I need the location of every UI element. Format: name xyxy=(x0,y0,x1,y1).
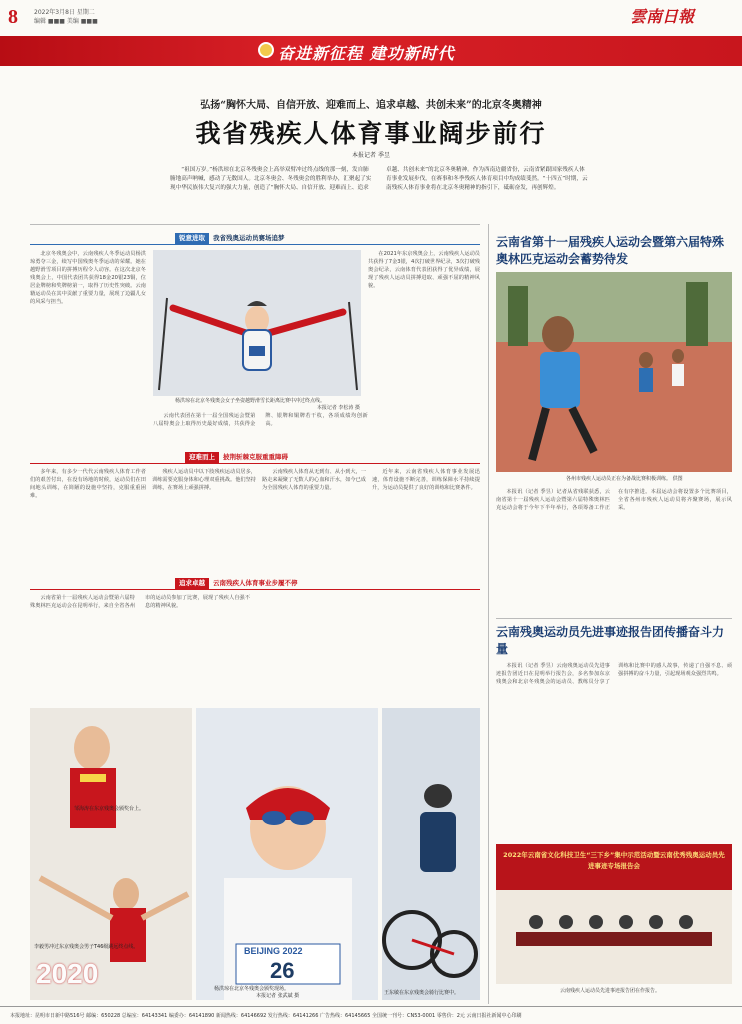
bib-number: 26 xyxy=(270,958,295,983)
banner-text: 奋进新征程 建功新时代 xyxy=(278,44,455,63)
article-kicker: 弘扬“胸怀大局、自信开放、迎难而上、追求卓越、共创未来”的北京冬奥精神 xyxy=(200,100,542,111)
divider xyxy=(496,618,732,619)
report-screen-text: 2022年云南省文化科技卫生“三下乡”集中示范活动暨云南优秀残奥运动员先进事迹专场报告会 xyxy=(503,851,725,870)
section-3-header xyxy=(175,578,298,589)
bottom1-caption: 邹海涛在东京残奥会颁奖台上。 xyxy=(74,806,145,812)
section-3-title: 云南残疾人体育事业步履不停 xyxy=(213,579,298,587)
sidebar-text-1: 本报讯（记者 季昱）记者从省残联获悉，云南省第十一届残疾人运动会暨第六届特殊奥林匹克运动会将于今年下半年举行，各项筹备工作正在有序推进。本届运动会将设置多个比赛项目，全省各州市残疾人运动员将齐聚赛场，展示风采。 xyxy=(496,489,732,511)
column-divider xyxy=(488,224,489,1004)
section-2-header xyxy=(185,452,288,463)
sidebar-photo-training xyxy=(496,272,732,472)
sidebar-title-2: 云南残奥运动员先进事迹报告团传播奋斗力量 xyxy=(496,625,725,656)
section-1-tag: 锐意进取 xyxy=(175,233,209,244)
athletes-left-illustration xyxy=(30,708,192,1000)
photo-podium-center xyxy=(196,708,378,1000)
editor-text: 编辑 ■■■ 美编 ■■■ xyxy=(34,18,98,25)
section-1-header xyxy=(175,233,285,244)
date-line xyxy=(34,8,98,26)
sidebar-text-2: 本报讯（记者 季昱）云南残奥运动员先进事迹报告团近日在昆明举行报告会，多名参加东京残奥会和北京冬残奥会的运动员、教练员分享了训练和比赛中的感人故事，传递了自强不息、顽强拼搏的奋斗力量，引起现场观众强烈共鸣。 xyxy=(496,663,732,685)
text-column: 多年来，有多少一代代云南残疾人体育工作者们的艰苦付出，在没有场地的时候，运动员们在田间地头训练，在简陋的设施中坚持，克服重重困难。 xyxy=(30,469,146,499)
sidebar-title-1: 云南省第十一届残疾人运动会暨第六届特殊奥林匹克运动会蓄势待发 xyxy=(496,235,725,266)
bottom2-caption: 李毅男冲过东京残奥会男子T46级跳远终点线。 xyxy=(34,944,139,950)
section-2-rule xyxy=(30,463,480,464)
beijing-2022-label: BEIJING 2022 xyxy=(244,946,303,956)
bottom3-caption: 杨洪琼在北京冬残奥会颁奖现场。 xyxy=(214,986,290,992)
podium-illustration xyxy=(196,708,378,1000)
section-1-rule xyxy=(30,244,480,245)
text-column: 北京冬残奥会中，云南残疾人冬季运动员杨洪琼勇夺三金，续写中国残奥冬季运动的荣耀。她在越野滑雪项目的拼搏历程令人动容。在这次北京冬残奥会上，中国代表团共获得18金20银23铜，位居金牌榜和奖牌榜第一，取得了历史性突破。云南籍运动员在其中贡献了重要力量，展现了边疆儿女的风采与担当。 xyxy=(30,251,146,305)
section-3-tag: 追求卓越 xyxy=(175,578,209,589)
bottom3-credit: 本报记者 张武斌 摄 xyxy=(256,993,300,999)
cyclist-illustration xyxy=(382,708,480,1000)
bottom4-caption: 王东敏在东京残奥会骑行比赛中。 xyxy=(384,990,460,996)
main-photo-credit: 本报记者 李松涛 摄 xyxy=(316,405,360,411)
photo-cyclist xyxy=(382,708,480,1000)
sidebar-photo2-caption: 云南残疾人运动员先进事迹报告团在作报告。 xyxy=(560,988,661,994)
article-lead: “祖国万岁。”杨洪琼在北京冬残奥会上高举双臂冲过终点线的那一刻，发自肺腑地高声呐喊，感动了无数国人。北京冬奥会、冬残奥会的胜利举办，汇聚起了实现中华民族伟大复兴的强大力量，创造了“胸怀大局、自信开放、迎难而上、追求卓越、共创未来”的北京冬奥精神。作为西南边疆省份，云南省紧跟国家残疾人体育事业发展步伐，在赛事和冬季残疾人体育项目中均成绩斐然。“十四五”时期，云南残疾人体育事业将在北京冬奥精神的指引下，砥砺奋发，再创辉煌。 xyxy=(170,167,588,191)
sidebar-photo1-caption: 各州市残疾人运动员正在为备战比赛积极训练。 供图 xyxy=(566,476,683,482)
photo-athletes-left xyxy=(30,708,192,1000)
text-column: 云南代表团在第十一届全国残运会暨第八届特奥会上取得历史最好成绩，共获得金牌、银牌和铜牌若干枚，各项成绩均创新高。 xyxy=(153,413,368,427)
article-byline: 本报记者 季昱 xyxy=(352,152,390,159)
year-2020-mark: 2020 xyxy=(36,958,99,989)
text-column: 云南省第十一届残疾人运动会暨第六届特殊奥林匹克运动会在昆明举行，来自全省各州市的运动员参加了比赛，展现了残疾人自强不息的精神风貌。 xyxy=(30,595,250,609)
main-photo-skier xyxy=(153,250,361,396)
text-column: 在2021年东京残奥会上，云南残疾人运动员共获得了7金3银，4次打破世界纪录，3次打破残奥会纪录，云南体育代表团获得了优异成绩，展现了残疾人运动员拼搏进取、顽强不屈的精神风貌。 xyxy=(368,251,480,289)
text-column: 近年来，云南省残疾人体育事业发展迅速，体育设施不断完善，训练保障水平持续提升，为运动员提供了良好的训练和比赛条件。 xyxy=(372,469,480,491)
text-column: 残疾人运动员中以下肢残疾运动员居多，训练需要克服身体和心理双重挑战。他们坚持训练，在赛场上顽强拼搏。 xyxy=(152,469,256,491)
newspaper-logo: 雲南日報 xyxy=(630,7,695,26)
page-footer: 本报地址：昆明市日新中路516号 邮编：650228 总编室：64143341 编委办：64141890 新闻热线：64146692 发行热线：64141266 广告热线：64145665 全国统一刊号：CN53-0001 零售价：2元 云南日报社新闻中心印刷 xyxy=(0,1006,742,1024)
section-2-tag: 迎难而上 xyxy=(185,452,219,463)
page-number: 8 xyxy=(8,6,18,28)
divider xyxy=(30,224,480,225)
article-headline: 我省残疾人体育事业阔步前行 xyxy=(195,119,547,148)
section-1-title: 我省残奥运动员赛场追梦 xyxy=(213,234,285,242)
main-photo-caption: 杨洪琼在北京冬残奥会女子坐姿越野滑雪长距离比赛中冲过终点线。 xyxy=(175,398,326,404)
party-emblem-icon xyxy=(258,42,274,58)
section-3-rule xyxy=(30,589,480,590)
date-text: 2022年3月8日 星期二 xyxy=(34,9,95,16)
section-2-title: 披荆斩棘克服重重障碍 xyxy=(223,453,288,461)
skier-illustration xyxy=(153,250,361,396)
text-column: 云南残疾人体育从无到有、从小到大，一路走来凝聚了无数人的心血和汗水，如今已成为全国残疾人体育的重要力量。 xyxy=(262,469,366,491)
training-illustration xyxy=(496,272,732,472)
